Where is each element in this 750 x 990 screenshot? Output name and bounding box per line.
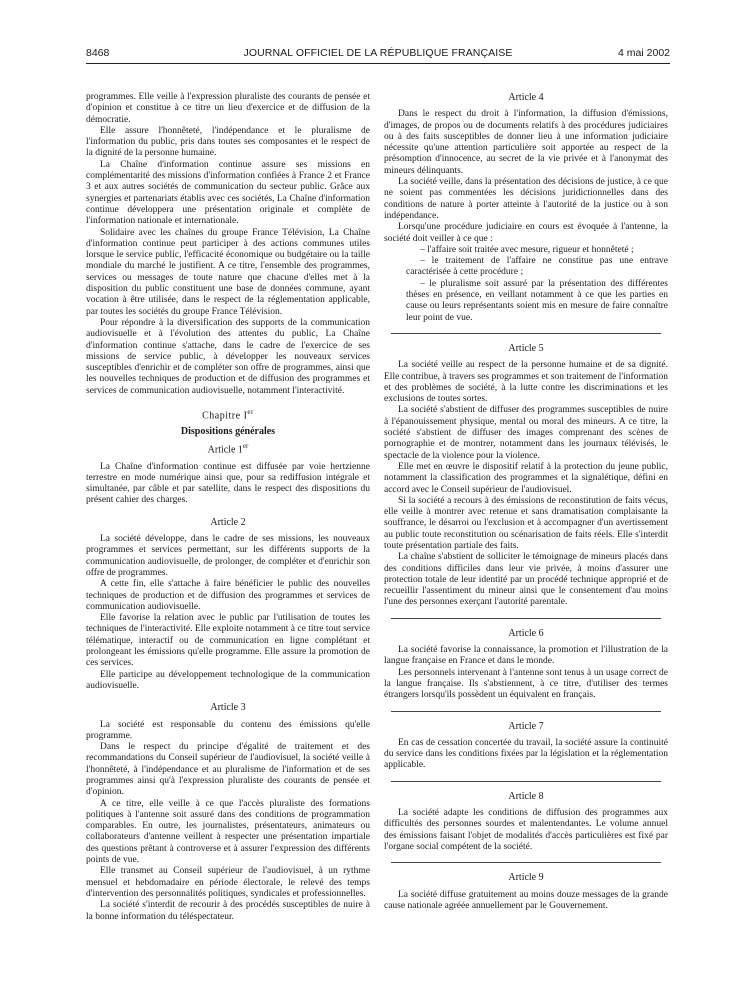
paragraph: Lorsqu'une procédure judiciaire en cours est évoquée à l'antenne, la société doit veiller à ce que : bbox=[384, 222, 668, 244]
list-item: – l'affaire soit traitée avec mesure, rigueur et honnêteté ; bbox=[420, 244, 634, 255]
paragraph: Les personnels intervenant à l'antenne sont tenus à un usage correct de la langue française. Ils s'abstiennent, à ce titre, d'utiliser des termes étrangers lorsqu'ils possèdent un équivalent en français. bbox=[384, 667, 668, 701]
chapter-sup: er bbox=[247, 408, 254, 417]
paragraph: Elle met en œuvre le dispositif relatif à la protection du jeune public, notamment la classification des programmes et la signalétique, défini en accord avec le Conseil supérieur de l'audiovisuel. bbox=[384, 461, 668, 495]
paragraph: Elle transmet au Conseil supérieur de l'audiovisuel, à un rythme mensuel et hebdomadaire en période électorale, le relevé des temps d'intervention des personnalités politiques, syndicales et professionnelles. bbox=[86, 866, 370, 899]
article-title: Article 7 bbox=[508, 720, 544, 732]
paragraph: Dans le respect du principe d'égalité de traitement et des recommandations du Conseil supérieur de l'audiovisuel, la société veille à l'honnêteté, à l'indépendance et au pluralisme de l'information et de ses programmes ainsi qu'à l'expression pluraliste des courants de pensée et d'opinion. bbox=[86, 742, 370, 798]
paragraph: La société adapte les conditions de diffusion des programmes aux difficultés des personnes sourdes et malentendantes. Le volume annuel des émissions faisant l'objet de modalités d'accès particulières est fixé par l'organe social compétent de la société. bbox=[384, 808, 668, 852]
chapter-heading bbox=[86, 407, 370, 422]
journal-title: JOURNAL OFFICIEL DE LA RÉPUBLIQUE FRANÇAISE bbox=[243, 47, 513, 59]
paragraph: Dans le respect du droit à l'information, la diffusion d'émissions, d'images, de propos ou de documents relatifs à des procédures judiciaires ou à des faits susceptibles de donner lieu à une information judiciaire nécessite qu'une attention particulière soit apportée au respect de la présomption d'innocence, au secret de la vie privée et à l'anonymat des mineurs délinquants. bbox=[384, 109, 668, 176]
article-title: Article 2 bbox=[210, 516, 246, 528]
paragraph: La Chaîne d'information continue assure ses missions en complémentarité des missions d'information confiées à France 2 et France 3 et aux autres sociétés de communication du secteur public. Grâce aux synergies et partenariats établis avec ces sociétés, La Chaîne d'information continue développera une présentation originale et complète de l'information nationale et internationale. bbox=[86, 159, 370, 227]
page-number: 8468 bbox=[86, 47, 110, 59]
issue-date: 4 mai 2002 bbox=[618, 47, 670, 59]
article-title bbox=[86, 441, 370, 456]
article-separator bbox=[391, 618, 661, 619]
paragraph: programmes. Elle veille à l'expression pluraliste des courants de pensée et d'opinion et constitue à ce titre un lieu d'exercice et de diffusion de la démocratie. bbox=[86, 92, 370, 125]
paragraph: A ce titre, elle veille à ce que l'accès pluraliste des formations politiques à l'antenne soit assuré dans des conditions de programmation comparables. En outre, les journalistes, présentateurs, animateurs ou collaborateurs d'antenne veillent à respecter une présentation impartiale des questions prêtant à controverse et à assurer l'expression des différents points de vue. bbox=[86, 798, 370, 866]
article-1-label: Article 1 bbox=[207, 444, 243, 456]
paragraph: Elle participe au développement technologique de la communication audiovisuelle. bbox=[86, 669, 370, 691]
paragraph: Elle assure l'honnêteté, l'indépendance et le pluralisme de l'information du public, pris dans toutes ses composantes et le respect de la dignité de la personne humaine. bbox=[86, 125, 370, 159]
article-separator bbox=[391, 781, 661, 782]
paragraph: La société est responsable du contenu des émissions qu'elle programme. bbox=[86, 719, 370, 741]
paragraph: La société diffuse gratuitement au moins douze messages de la grande cause nationale agréée annuellement par le Gouvernement. bbox=[384, 889, 668, 911]
paragraph: La société veille au respect de la personne humaine et de sa dignité. Elle contribue, à travers ses programmes et son traitement de l'information et des problèmes de société, à la lutte contre les discriminations et les exclusions de toutes sortes. bbox=[384, 360, 668, 405]
article-title: Article 6 bbox=[508, 627, 544, 639]
chapter-label: Chapitre I bbox=[202, 410, 248, 422]
right-column bbox=[384, 92, 668, 912]
paragraph: Si la société a recours à des émissions de reconstitution de faits vécus, elle veille à montrer avec retenue et sans dramatisation complaisante la souffrance, le désarroi ou l'exclusion et à accompagner d'un avertissement au public toute reconstitution ou scénarisation de faits réels. Elle s'interdit toute présentation partiale des faits. bbox=[384, 495, 668, 551]
paragraph: La société s'abstient de diffuser des programmes susceptibles de nuire à l'épanouissement physique, mental ou moral des mineurs. A ce titre, la société s'abstient de diffuser des images comprenant des scènes de pornographie et de montrer, notamment dans les journaux télévisés, le spectacle de la violence pour la violence. bbox=[384, 405, 668, 461]
article-title: Article 9 bbox=[508, 872, 544, 884]
list-item: – le traitement de l'affaire ne constitue pas une entrave caractérisée à cette procédure ; bbox=[406, 256, 668, 278]
paragraph: La société s'interdit de recourir à des procédés susceptibles de nuire à la bonne information du téléspectateur. bbox=[86, 900, 370, 922]
list-item: – le pluralisme soit assuré par la présentation des différentes thèses en présence, en veillant notamment à ce que les parties en cause ou leurs représentants soient mis en mesure de faire connaître leur point de vue. bbox=[406, 278, 668, 323]
article-1-sup: er bbox=[242, 441, 249, 450]
article-separator bbox=[391, 711, 661, 712]
chapter-title: Dispositions générales bbox=[180, 425, 276, 437]
paragraph: La Chaîne d'information continue est diffusée par voie hertzienne terrestre en mode numérique ainsi que, pour sa rediffusion intégrale et simultanée, par câble et par satellite, dans le respect des dispositions du présent cahier des charges. bbox=[86, 461, 370, 506]
article-title: Article 8 bbox=[508, 790, 544, 802]
paragraph: A cette fin, elle s'attache à faire bénéficier le public des nouvelles techniques de production et de diffusion des programmes et services de communication audiovisuelle. bbox=[86, 579, 370, 612]
paragraph: Solidaire avec les chaînes du groupe France Télévision, La Chaîne d'information continue peut participer à des actions communes utiles lorsque le service public, l'efficacité économique ou budgétaire ou la taille mondiale du marché le justifient. A ce titre, l'ensemble des programmes, services ou messages de toute nature que chacune d'elles met à la disposition du public constituent une base de données commune, ayant vocation à être utilisée, dans le respect de la réglementation applicable, par toutes les sociétés du groupe France Télévision. bbox=[86, 227, 370, 317]
article-title: Article 3 bbox=[210, 702, 246, 714]
article-title: Article 4 bbox=[508, 92, 544, 103]
article-separator bbox=[391, 333, 661, 334]
left-column bbox=[86, 92, 370, 923]
paragraph: En cas de cessation concertée du travail, la société assure la continuité du service dans les conditions fixées par la législation et la réglementation applicable. bbox=[384, 737, 668, 771]
paragraph: La société veille, dans la présentation des décisions de justice, à ce que ne soient pas commentées les décisions juridictionnelles dans des conditions de nature à porter atteinte à l'autorité de la justice ou à son indépendance. bbox=[384, 177, 668, 221]
article-separator bbox=[391, 862, 661, 863]
paragraph: La société développe, dans le cadre de ses missions, les nouveaux programmes et services permettant, sur les différents supports de la communication audiovisuelle, de prolonger, de compléter et d'enrichir son offre de programmes. bbox=[86, 534, 370, 578]
paragraph: La chaîne s'abstient de solliciter le témoignage de mineurs placés dans des conditions difficiles dans leur vie privée, à moins d'assurer une protection totale de leur identité par un procédé technique approprié et de recueillir l'assentiment du mineur ainsi que le consentement d'au moins l'une des personnes exerçant l'autorité parentale. bbox=[384, 552, 668, 608]
paragraph: Elle favorise la relation avec le public par l'utilisation de toutes les techniques de l'interactivité. Elle exploite notamment à ce titre tout service télématique, interactif ou de communication en ligne complétant et prolongeant les émissions qu'elle programme. Elle assure la promotion de ces services. bbox=[86, 613, 370, 669]
article-title: Article 5 bbox=[508, 342, 544, 354]
page-header bbox=[86, 47, 670, 63]
paragraph: La société favorise la connaissance, la promotion et l'illustration de la langue française en France et dans le monde. bbox=[384, 645, 668, 667]
paragraph: Pour répondre à la diversification des supports de la communication audiovisuelle et à l'évolution des attentes du public, La Chaîne d'information continue s'attache, dans le cadre de l'exercice de ses missions de service public, à développer les nouveaux services susceptibles d'enrichir et de compléter son offre de programmes, ainsi que les nouvelles techniques de production et de diffusion des programmes et services de communication audiovisuelle, notamment l'interactivité. bbox=[86, 317, 370, 396]
header-rule bbox=[86, 63, 670, 64]
